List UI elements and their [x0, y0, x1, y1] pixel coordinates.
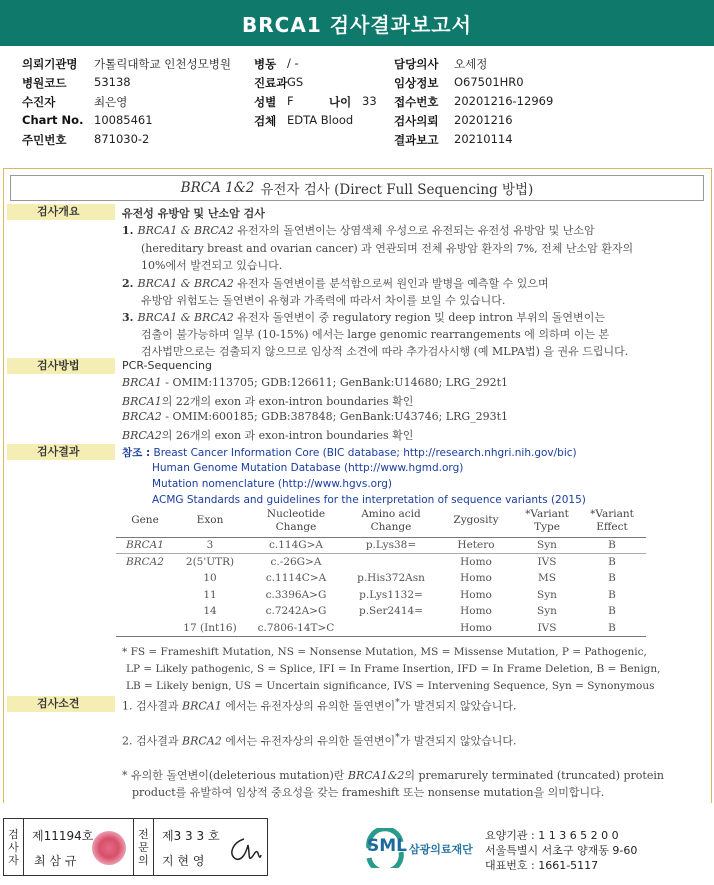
- legend-line1: * FS = Frameshift Mutation, NS = Nonsense Mutation, MS = Missense Mutation, P = Pathogenic,: [122, 646, 647, 658]
- section-label-method: 검사방법: [7, 358, 115, 374]
- col-nucleotide: Nucleotide Change: [246, 505, 346, 537]
- test-title-gene: BRCA 1&2: [180, 180, 255, 196]
- finding-2: 2. 검사결과 BRCA2 에서는 유전자상의 유의한 돌연변이*가 발견되지 않았습니다.: [122, 732, 517, 748]
- reference-1: 참조 : Breast Cancer Information Core (BIC database; http://research.nhgri.nih.gov/bic): [122, 447, 577, 459]
- col-variant-type: *Variant Type: [516, 505, 578, 537]
- cell-zygosity: Homo: [460, 588, 492, 601]
- request-label: 검사의뢰: [394, 114, 439, 128]
- cell-nucleotide: c.1114C>A: [265, 572, 327, 585]
- table-row: [116, 620, 646, 637]
- cell-exon: 11: [203, 588, 217, 601]
- dept-label: 진료과: [254, 76, 288, 90]
- overview-p2-line2: 유방암 위험도는 돌연변이 유형과 가족력에 따라서 차이를 보일 수 있습니다.: [141, 294, 506, 307]
- examiner-license: 제11194호: [32, 829, 94, 843]
- overview-p2-line1: 2. BRCA1 & BRCA2 유전자 돌연변이를 분석함으로써 원인과 발병을 예측할 수 있으며: [122, 277, 549, 290]
- col-variant-effect: *Variant Effect: [578, 505, 646, 537]
- ward-value: / -: [287, 56, 299, 70]
- section-label-overview: 검사개요: [7, 204, 115, 220]
- doctor-label: 담당의사: [394, 57, 439, 71]
- test-title-text: 유전자 검사 (Direct Full Sequencing 방법): [260, 182, 534, 198]
- org-name: 삼광의료재단: [409, 843, 473, 856]
- cell-variant-effect: B: [578, 554, 646, 571]
- table-row: [116, 554, 646, 571]
- cell-zygosity: Homo: [436, 620, 516, 637]
- cell-gene: [116, 603, 174, 620]
- specialist-license: 제3 3 3 호: [162, 829, 220, 843]
- specimen-label: 검체: [254, 114, 277, 128]
- sex-value: F: [287, 94, 294, 108]
- age-label: 나이: [329, 95, 352, 109]
- cell-gene: [116, 570, 174, 587]
- legend-line2: LP = Likely pathogenic, S = Splice, IFI = In Frame Insertion, IFD = In Frame Deletion, B = Benign,: [126, 663, 661, 675]
- resident-label: 주민번호: [22, 133, 67, 147]
- cell-gene: [116, 620, 174, 637]
- method-line2: BRCA1 - OMIM:113705; GDB:126611; GenBank:U14680; LRG_292t1: [122, 376, 509, 389]
- method-line3: BRCA1의 22개의 exon 과 exon-intron boundaries 확인: [122, 395, 414, 408]
- cell-variant-effect: B: [578, 537, 646, 554]
- specialist-cell: [154, 819, 267, 875]
- sml-logo-text: SML: [367, 836, 407, 856]
- chart-value: 10085461: [94, 113, 153, 127]
- cell-amino-acid: p.His372Asn: [357, 572, 425, 585]
- cell-nucleotide: c.7806-14T>C: [246, 620, 346, 637]
- patient-info: [22, 56, 702, 151]
- method-line1: PCR-Sequencing: [122, 359, 212, 372]
- variant-table-header: [116, 505, 646, 537]
- cell-variant-effect: B: [608, 605, 616, 618]
- cell-exon: 2(5'UTR): [174, 554, 246, 571]
- cell-amino-acid: p.Ser2414=: [358, 605, 423, 618]
- cell-amino-acid: [346, 620, 436, 637]
- reference-3: Mutation nomenclature (http://www.hgvs.org): [152, 478, 392, 490]
- sml-logo: [363, 826, 483, 870]
- recipient-value: 최은영: [94, 95, 128, 109]
- cell-variant-type: Syn: [537, 588, 557, 601]
- report-title-bar: [0, 0, 714, 46]
- report-title: BRCA1 검사결과보고서: [242, 12, 472, 37]
- overview-p3-line1: 3. BRCA1 & BRCA2 유전자 돌연변이 중 regulatory region 및 deep intron 부위의 돌연변이는: [122, 311, 605, 324]
- test-title: [10, 175, 704, 201]
- sex-label: 성별: [254, 95, 277, 109]
- finding-note-line1: * 유의한 돌연변이(deleterious mutation)란 BRCA1&2의 premarurely terminated (truncated) protein: [122, 769, 664, 782]
- cell-amino-acid: p.Lys38=: [346, 537, 436, 554]
- overview-heading: 유전성 유방암 및 난소암 검사: [122, 207, 265, 220]
- variant-table: [116, 505, 646, 637]
- cell-nucleotide: c.114G>A: [246, 537, 346, 554]
- finding-1: 1. 검사결과 BRCA1 에서는 유전자상의 유의한 돌연변이*가 발견되지 않았습니다.: [122, 697, 517, 713]
- cell-exon: 10: [203, 572, 217, 585]
- doctor-value: 오세정: [454, 57, 488, 71]
- chart-label: Chart No.: [22, 113, 84, 127]
- hospital-code-value: 53138: [94, 75, 131, 89]
- cell-nucleotide: c.-26G>A: [246, 554, 346, 571]
- cell-zygosity: Homo: [460, 572, 492, 585]
- legend-line3: LB = Likely benign, US = Uncertain significance, IVS = Intervening Sequence, Syn = Synonymous: [126, 680, 655, 692]
- cell-variant-type: IVS: [516, 554, 578, 571]
- col-amino-acid: Amino acid Change: [346, 505, 436, 537]
- age-value: 33: [362, 94, 377, 108]
- examiner-label: 검 사 자: [4, 819, 24, 875]
- signature-box: [3, 818, 268, 876]
- overview-p3-line3: 검사법만으로는 검출되지 않으므로 임상적 소견에 따라 추가검사시행 (예 MLPA법) 을 권유 드립니다.: [141, 345, 629, 358]
- clinical-value: O67501HR0: [454, 75, 524, 89]
- cell-variant-type: IVS: [516, 620, 578, 637]
- cell-variant-type: Syn: [516, 537, 578, 554]
- col-zygosity: Zygosity: [436, 505, 516, 537]
- reference-2: Human Genome Mutation Database (http://www.hgmd.org): [152, 462, 464, 474]
- section-label-finding: 검사소견: [7, 696, 115, 712]
- examiner-name: 최 삼 규: [34, 854, 77, 868]
- receipt-value: 20201216-12969: [454, 94, 554, 108]
- overview-p1-line2: (hereditary breast and ovarian cancer) 과 연관되며 전체 유방암 환자의 7%, 전체 난소암 환자의: [141, 242, 634, 255]
- ward-label: 병동: [254, 57, 277, 71]
- table-row: [116, 603, 646, 620]
- overview-p3-line2: 검출이 불가능하며 일부 (10-15%) 에서는 large genomic rearrangements 에 의하며 이는 본: [141, 328, 610, 341]
- specialist-name: 지 현 영: [162, 854, 205, 868]
- overview-p1-line1: 1. BRCA1 & BRCA2 유전자의 돌연변이는 상염색체 우성으로 유전되는 유전성 유방암 및 난소암: [122, 224, 595, 237]
- examiner-seal: [92, 831, 126, 865]
- col-exon: Exon: [174, 505, 246, 537]
- cell-zygosity: Homo: [436, 554, 516, 571]
- hospital-code-label: 병원코드: [22, 76, 67, 90]
- resident-value: 871030-2: [94, 132, 150, 146]
- cell-variant-effect: B: [578, 620, 646, 637]
- reference-4: ACMG Standards and guidelines for the interpretation of sequence variants (2015): [152, 494, 586, 506]
- section-label-result: 검사결과: [7, 444, 115, 460]
- cell-exon: 14: [203, 605, 217, 618]
- org-code: 요양기관 : 1 1 3 6 5 2 0 0: [485, 829, 619, 842]
- table-row: [116, 537, 646, 554]
- cell-variant-type: Syn: [537, 605, 557, 618]
- request-value: 20201216: [454, 113, 513, 127]
- method-line5: BRCA2의 26개의 exon 과 exon-intron boundaries 확인: [122, 429, 414, 442]
- receipt-label: 접수번호: [394, 95, 439, 109]
- specimen-value: EDTA Blood: [287, 113, 354, 127]
- overview-p1-line3: 10%에서 발견되고 있습니다.: [141, 259, 283, 272]
- org-info: [485, 828, 637, 873]
- cell-variant-type: MS: [538, 572, 556, 585]
- table-row: [116, 587, 646, 604]
- org-address: 서울특별시 서초구 양재동 9-60: [485, 844, 638, 857]
- cell-variant-effect: B: [608, 588, 616, 601]
- table-row: [116, 570, 646, 587]
- examiner-cell: [24, 819, 134, 875]
- report-date-label: 결과보고: [394, 133, 439, 147]
- col-gene: Gene: [116, 505, 174, 537]
- report-date-value: 20210114: [454, 132, 513, 146]
- report-body: [3, 168, 712, 803]
- finding-note-line2: product를 유발하여 임상적 중요성을 갖는 frameshift 또는 nonsense mutation을 의미합니다.: [132, 786, 605, 799]
- cell-nucleotide: c.3396A>G: [265, 588, 327, 601]
- cell-gene: [116, 587, 174, 604]
- specialist-label: 전 문 의: [134, 819, 154, 875]
- specialist-signature: [226, 835, 262, 865]
- cell-exon: 3: [174, 537, 246, 554]
- cell-zygosity: Hetero: [436, 537, 516, 554]
- institution-value: 가톨릭대학교 인천성모병원: [94, 57, 231, 71]
- cell-amino-acid: p.Lys1132=: [359, 588, 423, 601]
- recipient-label: 수진자: [22, 95, 56, 109]
- method-line4: BRCA2 - OMIM:600185; GDB:387848; GenBank:U43746; LRG_293t1: [122, 410, 509, 423]
- cell-variant-effect: B: [608, 572, 616, 585]
- clinical-label: 임상정보: [394, 76, 439, 90]
- institution-label: 의뢰기관명: [22, 57, 78, 71]
- cell-amino-acid: [346, 554, 436, 571]
- dept-value: GS: [287, 75, 304, 89]
- org-phone: 대표번호 : 1661-5117: [485, 859, 599, 872]
- cell-zygosity: Homo: [460, 605, 492, 618]
- cell-nucleotide: c.7242A>G: [265, 605, 327, 618]
- footer: [3, 818, 712, 878]
- cell-exon: 17 (Int16): [174, 620, 246, 637]
- cell-gene: BRCA1: [116, 537, 174, 554]
- cell-gene: BRCA2: [116, 554, 174, 571]
